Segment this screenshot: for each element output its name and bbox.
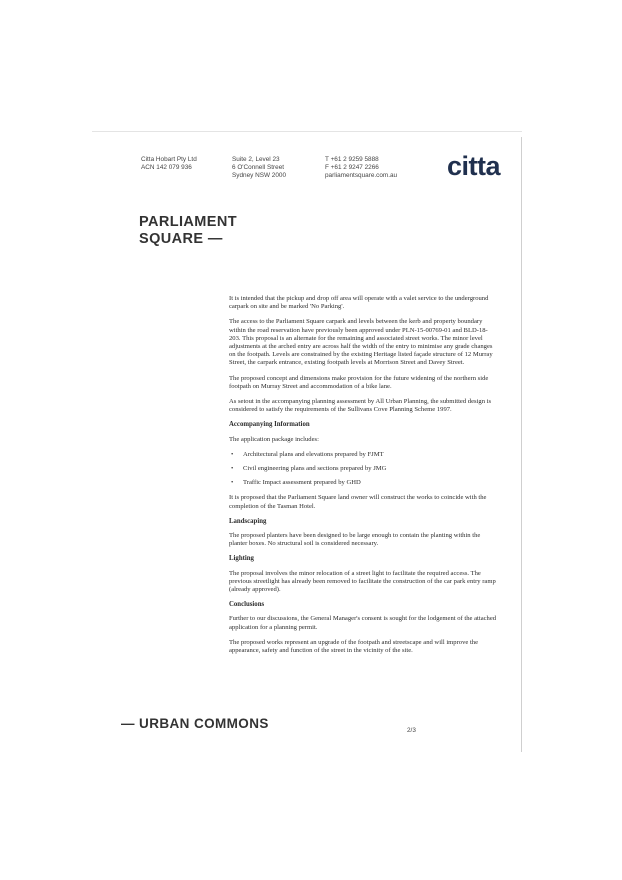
paragraph: It is intended that the pickup and drop off area will operate with a valet service to the underground carpark on site and be marked 'No Parking'.: [229, 295, 489, 311]
section-heading: Landscaping: [229, 517, 267, 525]
address-line: Suite 2, Level 23: [232, 156, 280, 163]
header-contact: [325, 156, 397, 180]
list-item-text: Traffic Impact assessment prepared by GHD: [243, 479, 361, 487]
scan-edge-top: [92, 131, 522, 132]
paragraph: The proposed planters have been designed to be large enough to contain the planting within the planter boxes. No structural soil is considered necessary.: [229, 532, 481, 548]
paragraph: It is proposed that the Parliament Square land owner will construct the works to coincide with the completion of the Tasman Hotel.: [229, 494, 487, 510]
paragraph: Further to our discussions, the General Manager's consent is sought for the lodgement of the attached application for a planning permit.: [229, 615, 497, 631]
bullet-icon: •: [231, 465, 234, 473]
paragraph: The proposed works represent an upgrade of the footpath and streetscape and will improve the appearance, safety and function of the street in the vicinity of the site.: [229, 638, 479, 655]
paragraph: The proposed concept and dimensions make provision for the future widening of the northern side footpath on Murray Street and accommodation of a bike lane.: [229, 374, 489, 390]
footer-tagline: — URBAN COMMONS: [121, 716, 269, 731]
section-heading: Conclusions: [229, 601, 265, 609]
bullet-icon: •: [231, 479, 234, 487]
title-line: PARLIAMENT: [139, 214, 237, 230]
header-company: [141, 156, 197, 172]
section-heading: Accompanying Information: [229, 421, 310, 429]
address-line: Sydney NSW 2000: [232, 172, 286, 179]
section-heading: Lighting: [229, 555, 254, 563]
phone-number: T +61 2 9259 5888: [325, 156, 379, 163]
paragraph: The application package includes:: [229, 435, 319, 443]
list-item-text: Architectural plans and elevations prepared by FJMT: [243, 450, 384, 458]
website: parliamentsquare.com.au: [325, 172, 398, 179]
document-title: [139, 214, 237, 248]
company-name: Citta Hobart Pty Ltd: [141, 156, 197, 163]
letter-body: [229, 295, 499, 662]
list-item: [229, 465, 499, 473]
page-number: 2/3: [407, 727, 416, 734]
scan-edge-right: [521, 137, 522, 752]
company-acn: ACN 142 079 936: [141, 164, 192, 171]
bullet-icon: •: [231, 450, 234, 458]
paragraph: The proposal involves the minor relocation of a street light to facilitate the required access. The previous streetlight has already been removed to facilitate the construction of the car park entry ramp (already approved).: [229, 569, 496, 594]
list-item: [229, 479, 499, 487]
list-item-text: Civil engineering plans and sections prepared by JMG: [243, 465, 387, 473]
address-line: 6 O'Connell Street: [232, 164, 285, 171]
title-line: SQUARE —: [139, 231, 223, 247]
paragraph: The access to the Parliament Square carpark and levels between the kerb and property boundary within the road reservation have previously been approved under PLN-15-00769-01 and BLD-18-203. This proposal is an alternate for the remaining and associated street works. The minor level adjustments at the arched entry are across half the width of the entry to minimise any grade changes on the footpath. Levels are constrained by the existing Heritage listed façade structure of 12 Murray Street, the carpark entrance, existing footpath levels at Morrison Street and Davey Street.: [229, 318, 493, 367]
list-item: [229, 451, 499, 459]
fax-number: F +61 2 9247 2266: [325, 164, 379, 171]
paragraph: As setout in the accompanying planning assessment by All Urban Planning, the submitted design is considered to satisfy the requirements of the Sullivans Cove Planning Scheme 1997.: [229, 398, 492, 414]
citta-logo: citta: [447, 151, 501, 181]
header-address: [232, 156, 286, 180]
application-package-list: [229, 451, 499, 488]
